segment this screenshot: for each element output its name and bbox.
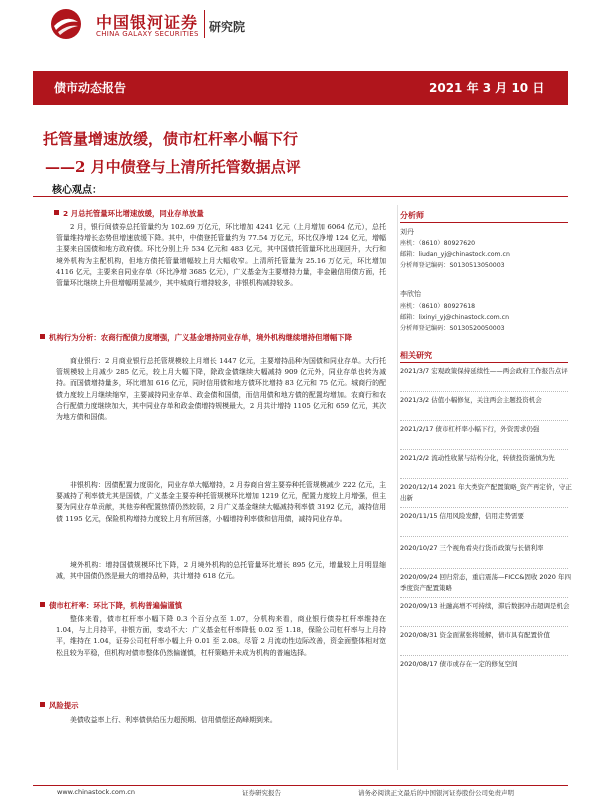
related-research-item[interactable]: 2020/10/27 三个视角看央行货币政策与长债利率: [400, 544, 544, 552]
related-research-item[interactable]: 2020/09/13 社融高增不可持续，滞后数据冲击超调是机会: [400, 602, 570, 610]
related-research-item[interactable]: 2021/3/2 估值小幅修复，关注两会主题投资机会: [400, 396, 542, 404]
related-separator: [400, 449, 568, 450]
column-divider: [397, 205, 398, 770]
related-separator: [400, 478, 568, 479]
related-research-heading: 相关研究: [400, 351, 432, 360]
related-research-item[interactable]: 2020/08/31 资金面紧张将缓解，债市具有配置价值: [400, 631, 551, 639]
divider: [33, 196, 568, 197]
page-title: 托管量增速放缓，债市杠杆率小幅下行: [43, 130, 299, 148]
paragraph: 非银机构：因债配置力度弱化，同业存单大幅增持，2 月券商自营主要券种托管规模减少 222 亿元，主要减持了利率债尤其是国债，广义基金主要券种托管规模环比增加 1219 亿元，配置力度较上月增强，但主要为同业存单贡献，其他券种配置热情仍然较弱，2 月广义基金继续大幅减持利率债 3192 亿元，减持信用债 1195 亿元，保险机构增持力度较上月有所回落，小幅增持利率债和信用债，减持同业存单。: [56, 481, 386, 523]
analysts-heading: 分析师: [400, 211, 424, 220]
section-heading: 机构行为分析：农商行配债力度增强，广义基金增持同业存单，境外机构继续增持但增幅下降: [40, 332, 385, 343]
related-separator: [400, 391, 568, 392]
divider: [400, 222, 568, 223]
related-separator: [400, 420, 568, 421]
report-date: 2021 年 3 月 10 日: [429, 81, 545, 95]
analyst-name: 李欣怡: [400, 290, 421, 298]
paragraph: 境外机构：增持国债规模环比下降，2 月境外机构的总托管量环比增长 895 亿元，增量较上月明显缩减，其中国债仍然是最大的增持品种，共计增持 618 亿元。: [56, 561, 386, 581]
analyst-email[interactable]: 邮箱：lixinyi_yj@chinastock.com.cn: [400, 314, 509, 321]
analyst-cert: 分析师登记编码：S0130513050003: [400, 262, 505, 269]
related-research-item[interactable]: 2021/2/2 流动性收紧与结构分化，转债投资谨慎为先: [400, 454, 555, 462]
paragraph: 商业银行：2 月商业银行总托管规模较上月增长 1447 亿元，主要增持品种为国债和同业存单。大行托管规模较上月减少 285 亿元，较上月大幅下降，除政金债继续大幅减持 909 亿元外，同业存单也转为减持。而国债增持量多，环比增加 616 亿元，同时信用债和地方债环比增持 83 亿元和 75 亿元。城商行的配债力度较上月继续缩窄，主要减持同业存单、政金债和国债，而信用债和地方债的配置均增加。农商行和农合行配债力度继续加大，其中同业存单和政金债增持规模最大，2 月共计增持 1105 亿元和 659 亿元，其次为地方债和国债。: [56, 357, 386, 422]
core-views-label: 核心观点：: [52, 185, 102, 196]
related-research-item[interactable]: 2020/08/17 债市或存在一定的修复空间: [400, 660, 518, 668]
section-heading: 债市杠杆率：环比下降，机构普遍偏谨慎: [40, 600, 385, 611]
paragraph: 2 月，银行间债券总托管量约为 102.69 万亿元，环比增加 4241 亿元（上月增加 6064 亿元），总托管量维持增长态势但增速放缓下降。其中，中债登托管量约为 77.54 万亿元，环比仅净增 124 亿元，增幅主要来自国债和地方政府债。环比分别上升 534 亿元和 483 亿元，其中国债托管量环比出现回升，大行和境外机构为主配机构，但地方债托管量增幅较上月大幅收窄。上清所托管量为 25.16 万亿元，环比增加 4116 亿元，主要来自同业存单（环比净增 3685 亿元），广义基金为主要增持力量，非金融信用债方面，托管量环比继续上升但增幅明显减少，其中城商行增持较多，非银机构减持较多。: [56, 223, 386, 288]
divider: [400, 362, 568, 363]
related-separator: [400, 597, 568, 598]
galaxy-logo-icon: [50, 8, 82, 40]
related-separator: [400, 568, 568, 569]
paragraph: 整体来看，债市杠杆率小幅下降 0.3 个百分点至 1.07，分机构来看，商业银行债券杠杆率维持在 1.04，与上月持平，非银方面，变动不大：广义基金杠杆率降低 0.02 至 1.18，保险公司杠杆率与上月持平，维持在 1.04，证券公司杠杆率小幅上升 0.01 至 2.08。尽管 2 月流动性边际改善，资金面整体相对宽松且较为平稳，但机构对债市整体仍然偏谨慎，杠杆策略并未成为机构的普遍选择。: [56, 615, 386, 657]
report-type: 债市动态报告: [54, 81, 127, 95]
company-name-cn: 中国银河证券: [96, 13, 199, 32]
analyst-email[interactable]: 邮箱：liudan_yj@chinastock.com.cn: [400, 251, 510, 258]
footer-divider: [33, 785, 568, 786]
footer-disclaimer: 请务必阅读正文最后的中国银河证券股份公司免责声明: [358, 789, 514, 797]
analyst-phone: 座机：（8610）80927620: [400, 240, 476, 247]
institute-label: 研究院: [209, 20, 246, 34]
footer-center: 证券研究报告: [242, 789, 281, 797]
related-separator: [400, 655, 568, 656]
section-heading: 2 月总托管量环比增速放缓，同业存单放量: [54, 208, 384, 219]
related-research-item[interactable]: 2021/3/7 宏观政策保持延续性——两会政府工作报告点评: [400, 367, 568, 375]
related-separator: [400, 507, 568, 508]
related-research-item[interactable]: 2020/11/15 信用风险发酵，信用走势需要: [400, 512, 525, 520]
company-name-en: CHINA GALAXY SECURITIES: [96, 30, 199, 38]
analyst-phone: 座机：（8610）80927618: [400, 303, 476, 310]
related-research-item[interactable]: 2020/12/14 2021 年大类资产配置策略_资产再定价，守正出新: [400, 483, 572, 502]
related-research-item[interactable]: 2021/2/17 债市杠杆率小幅下行，外资需求仍强: [400, 425, 540, 433]
related-separator: [400, 626, 568, 627]
related-separator: [400, 536, 568, 537]
page-subtitle: ——2 月中债登与上清所托管数据点评: [45, 158, 301, 176]
section-heading: 风险提示: [40, 700, 385, 711]
footer-website[interactable]: www.chinastock.com.cn: [57, 788, 135, 796]
analyst-name: 刘丹: [400, 228, 414, 236]
related-research-item[interactable]: 2020/09/24 回归常态，重启震荡—FICC&固收 2020 年四季度资产配置策略: [400, 573, 572, 592]
analyst-cert: 分析师登记编码：S0130520050003: [400, 325, 505, 332]
logo-divider: [204, 10, 205, 38]
paragraph: 美债收益率上行、利率债供给压力超预期、信用债偿还高峰期到来。: [70, 716, 277, 724]
